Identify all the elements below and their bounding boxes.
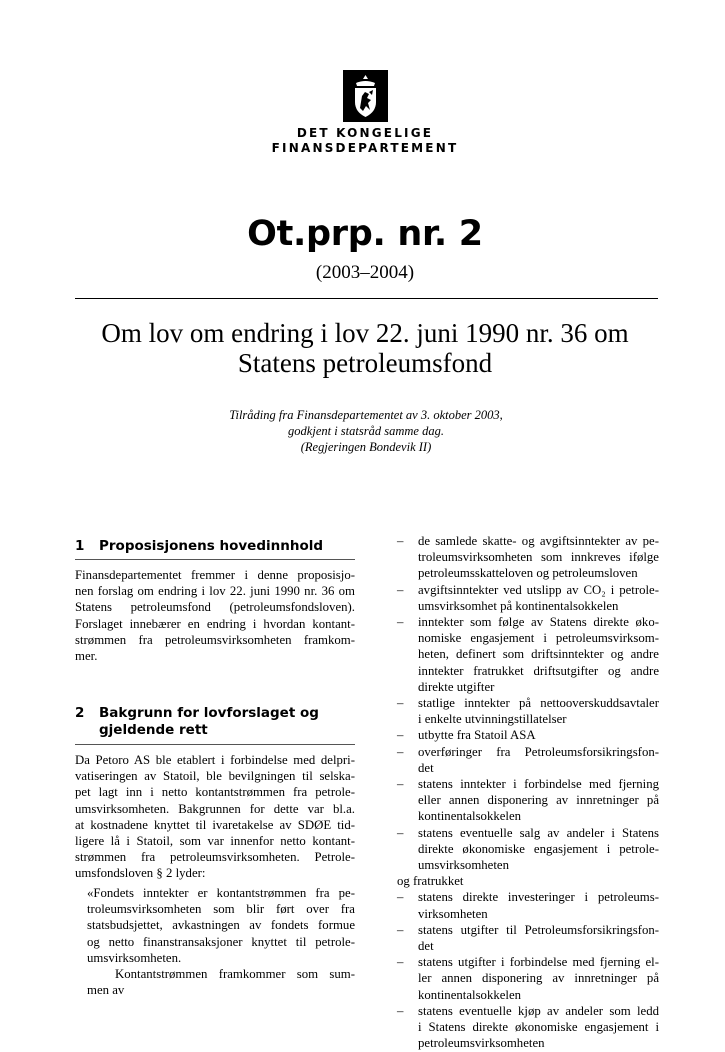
dash-bullet: – (397, 744, 404, 759)
quote-line: Kontantstrømmen framkommer som sum- (115, 967, 355, 982)
list-item (397, 744, 659, 776)
section-divider (75, 559, 355, 560)
list-item-line: nomiske engasjement i petroleumsvirksom- (418, 631, 659, 646)
body-line: strømmen fra petroleumsvirksomheten. Petrole- (75, 850, 355, 865)
list-item-line: de samlede skatte- og avgiftsinntekter av pe- (418, 534, 659, 548)
list-item (397, 533, 659, 582)
section-title: Bakgrunn for lovforslaget og gjeldende rett (99, 705, 319, 738)
quote-line: og netto finanstransaksjoner knyttet til petrole- (87, 934, 355, 949)
section-body (75, 567, 355, 664)
cash-flow-list (397, 533, 659, 1052)
list-item (397, 825, 659, 874)
norwegian-coat-of-arms-icon (343, 70, 388, 122)
list-item-line: direkte økonomiske engasjement i petrole- (418, 841, 659, 856)
list-item-line: statens inntekter i forbindelse med fjerning (418, 777, 659, 792)
body-line: nen forslag om endring i lov 22. juni 1990 nr. 36 om (75, 584, 355, 599)
list-item-line: direkte utgifter (418, 679, 495, 694)
subject-line: Om lov om endring i lov 22. juni 1990 nr. 36 om (101, 318, 629, 348)
quote-line: umsvirksomheten. (87, 950, 182, 965)
list-item-line: statens eventuelle salg av andeler i Statens (418, 825, 659, 840)
body-line: Statens petroleumsfond (petroleumsfondsloven). (75, 600, 355, 615)
list-item-line: i enkelte utvinningstillatelser (418, 712, 567, 727)
document-title: Ot.prp. nr. 2 (247, 214, 483, 254)
list-item-line: statlige inntekter på nettooverskuddsavtaler (418, 696, 659, 711)
dash-bullet: – (397, 955, 404, 970)
list-item-line: kontinentalsokkelen (418, 987, 522, 1002)
dash-bullet: – (397, 777, 404, 792)
income-list (397, 533, 659, 873)
submission-line: godkjent i statsråd samme dag. (288, 424, 444, 438)
body-line: Finansdepartementet fremmer i denne proposisjo- (75, 568, 355, 582)
quote-line: troleumsvirksomheten som blir ført over fra (87, 902, 355, 917)
dash-bullet: – (397, 696, 404, 711)
list-item-line: eller annen disponering av innretninger på (418, 793, 659, 808)
body-line: strømmen fra petroleumsvirksomheten framkom- (75, 632, 355, 647)
list-item-line: heten, definert som driftsinntekter og andre (418, 647, 659, 662)
list-item-line: kontinentalsokkelen (418, 809, 522, 824)
submission-line: Tilråding fra Finansdepartementet av 3. oktober 2003, (229, 408, 503, 422)
list-item (397, 582, 659, 614)
body-line: mer. (75, 649, 98, 664)
deduction-intro: og fratrukket (397, 874, 464, 889)
document-subject (70, 318, 660, 378)
list-item-line: petroleumsvirksomheten (418, 1036, 545, 1051)
list-item-line: umsvirksomheten (418, 858, 509, 873)
list-item-line: inntekter fratrukket driftsutgifter og andre (418, 663, 659, 678)
quote-line: statsbudsjettet, avkastningen av fondets formue (87, 918, 355, 933)
dash-bullet: – (397, 825, 404, 840)
list-item-line: virksomheten (418, 906, 488, 921)
title-divider (75, 298, 658, 299)
quote-line: men av (87, 983, 125, 998)
body-line: pet lagt inn i netto kontantstrømmen fra petrole- (75, 785, 355, 800)
section-body (75, 752, 355, 882)
list-item-line: inntekter som følge av Statens direkte øko- (418, 615, 659, 630)
list-item-line: det (418, 760, 434, 775)
law-quote (87, 885, 355, 998)
list-item (397, 889, 659, 921)
document-year: (2003–2004) (315, 262, 415, 283)
list-item-line: i Statens direkte økonomiske engasjement i (418, 1020, 659, 1035)
list-item-line: det (418, 939, 434, 954)
section-number: 2 (75, 705, 85, 721)
quote-line: «Fondets inntekter er kontantstrømmen fra pe- (87, 886, 355, 900)
list-item-line: statens utgifter i forbindelse med fjerning el- (418, 955, 659, 970)
list-item (397, 695, 659, 727)
body-line: umsfondsloven § 2 lyder: (75, 866, 206, 881)
ministry-name-line-1: DET KONGELIGE (296, 126, 434, 140)
list-item-line: ler annen disponering av innretninger på (418, 971, 659, 986)
dash-bullet: – (397, 890, 404, 905)
list-item (397, 776, 659, 825)
list-item-line: utbytte fra Statoil ASA (418, 728, 536, 743)
dash-bullet: – (397, 615, 404, 630)
dash-bullet: – (397, 582, 404, 597)
section-heading (75, 538, 355, 555)
body-line: vatiseringen av Statoil, ble bevilgningen til selska- (75, 769, 355, 784)
list-item (397, 614, 659, 695)
section-divider (75, 744, 355, 745)
list-item-line: statens eventuelle kjøp av andeler som ledd (418, 1003, 659, 1018)
body-line: Da Petoro AS ble etablert i forbindelse med delpri- (75, 753, 355, 767)
dash-bullet: – (397, 922, 404, 937)
list-item (397, 1003, 659, 1052)
subject-line: Statens petroleumsfond (237, 348, 493, 378)
list-item (397, 727, 659, 743)
ministry-name-line-2: FINANSDEPARTEMENT (271, 141, 459, 155)
list-item-line: umsvirksomhet på kontinentalsokkelen (418, 598, 619, 613)
dash-bullet: – (397, 1003, 404, 1018)
list-item (397, 954, 659, 1003)
body-line: ligere lå i Statoil, som var innenfor netto kontant- (75, 834, 355, 849)
body-line: Forslaget innebærer en endring i hvordan kontant- (75, 616, 355, 631)
body-line: umsvirksomheten. Bakgrunnen for dette var bl.a. (75, 801, 355, 816)
body-line: at kostnadene knyttet til ivaretakelse av SDØE tid- (75, 817, 355, 832)
section-heading (75, 705, 355, 739)
section-title: Proposisjonens hovedinnhold (99, 538, 324, 554)
list-item-line: statens direkte investeringer i petroleums- (418, 890, 659, 905)
list-item-line: avgiftsinntekter ved utslipp av CO₂ i petrole- (418, 582, 659, 597)
submission-line: (Regjeringen Bondevik II) (300, 440, 432, 454)
list-item (397, 922, 659, 954)
list-item-line: statens utgifter til Petroleumsforsikringsfon- (418, 922, 659, 937)
dash-bullet: – (397, 728, 404, 743)
submission-note (150, 407, 582, 455)
deduction-list (397, 889, 659, 1051)
list-item-line: overføringer fra Petroleumsforsikringsfon- (418, 744, 659, 759)
dash-bullet: – (397, 534, 404, 548)
section-number: 1 (75, 538, 85, 554)
list-item-line: petroleumsskatteloven og petroleumsloven (418, 566, 638, 581)
list-item-line: troleumsvirksomheten som innkreves ifølge (418, 550, 659, 565)
